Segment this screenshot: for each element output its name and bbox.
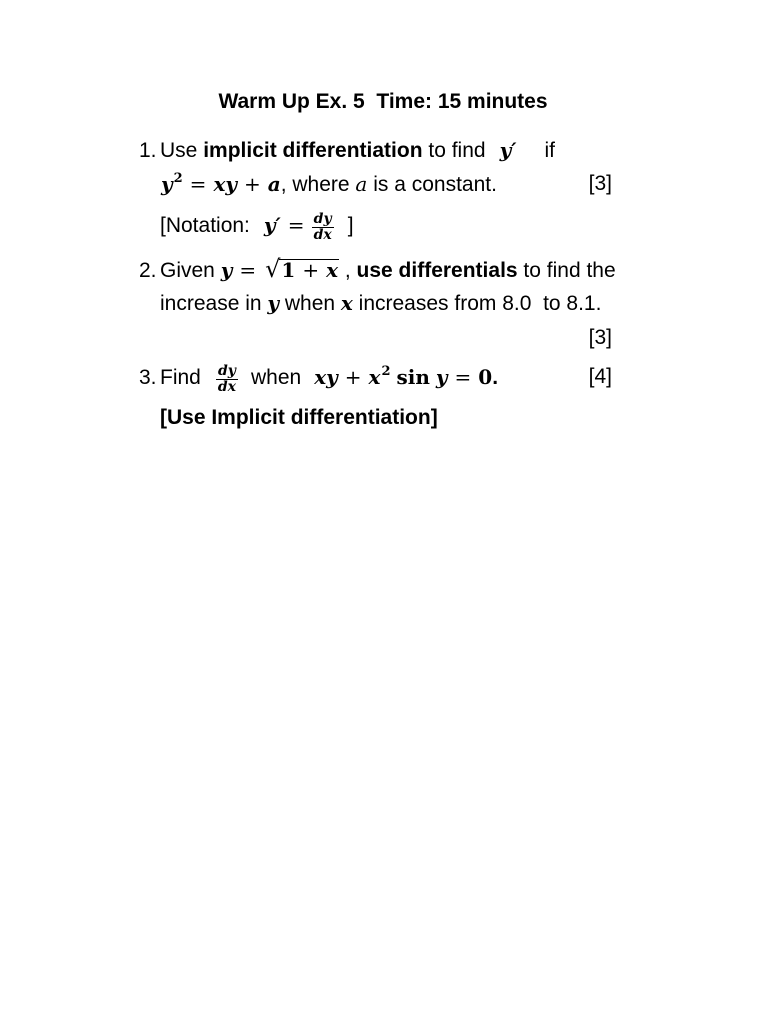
math-operator: = (239, 258, 257, 282)
question-2-line-1 (139, 255, 616, 283)
question-text: to find the (517, 259, 616, 282)
question-text: Use (160, 139, 204, 162)
question-3-line-2 (160, 404, 438, 432)
math-variable: xy (213, 172, 237, 196)
question-1-line-1 (139, 136, 555, 164)
notation-label: [Notation: (160, 214, 250, 237)
math-operator: = (287, 213, 305, 237)
math-variable: y (161, 172, 173, 196)
question-1-line-3 (160, 211, 354, 243)
square-root-radicand (279, 259, 339, 280)
question-text: . (492, 366, 499, 389)
question-text: when (279, 292, 341, 315)
emphasis-text: [Use Implicit differentiation] (160, 406, 438, 429)
math-variable: y (267, 291, 280, 315)
question-text: to find (422, 139, 486, 162)
question-text: , (339, 259, 357, 282)
math-operator: + (344, 365, 362, 389)
math-operator: = (189, 172, 207, 196)
math-y-prime: y′ (499, 138, 517, 162)
math-function-sin: sin (396, 365, 430, 389)
marks-label: [4] (588, 365, 612, 388)
marks-label: [3] (588, 172, 612, 195)
fraction-numerator: dy (217, 363, 236, 379)
math-exponent: 2 (173, 171, 183, 186)
question-2-line-2 (160, 289, 601, 317)
math-variable: xy (314, 365, 338, 389)
math-operator: + (243, 172, 261, 196)
question-text: increases from 8.0 to 8.1. (352, 292, 602, 315)
math-operator: + (302, 258, 320, 282)
math-constant: 1 (281, 258, 296, 282)
math-exponent: 2 (381, 364, 391, 379)
emphasis-text: implicit differentiation (203, 139, 423, 162)
math-variable: a (355, 172, 368, 196)
math-variable: a (267, 172, 281, 196)
fraction-denominator: dx (313, 227, 332, 243)
question-text: Find (160, 366, 201, 389)
notation-close-bracket: ] (347, 214, 354, 237)
math-operator: = (454, 365, 472, 389)
fraction-denominator: dx (217, 379, 236, 395)
page-title: Warm Up Ex. 5 Time: 15 minutes (218, 90, 548, 113)
question-number: 2. (139, 259, 157, 282)
question-3-line-1 (139, 363, 499, 395)
math-y-prime: y′ (263, 213, 281, 237)
math-variable: x (368, 365, 381, 389)
math-variable: x (326, 258, 339, 282)
question-text: Given (160, 259, 221, 282)
fraction (216, 364, 238, 395)
marks-label: [3] (588, 326, 612, 349)
question-text: increase in (160, 292, 268, 315)
question-number: 1. (139, 139, 157, 162)
question-text: when (251, 366, 302, 389)
math-variable: y (220, 258, 233, 282)
emphasis-text: use differentials (356, 259, 518, 282)
question-number: 3. (139, 366, 157, 389)
math-constant: 0 (478, 365, 493, 389)
question-text: is a constant. (367, 173, 497, 196)
math-variable: x (340, 291, 353, 315)
question-1-line-2 (161, 170, 497, 198)
square-root-sign: √ (265, 255, 281, 283)
math-variable: y (435, 365, 448, 389)
fraction (312, 212, 334, 243)
question-text: if (544, 139, 555, 162)
fraction-numerator: dy (313, 211, 332, 227)
question-text: , where (280, 173, 356, 196)
